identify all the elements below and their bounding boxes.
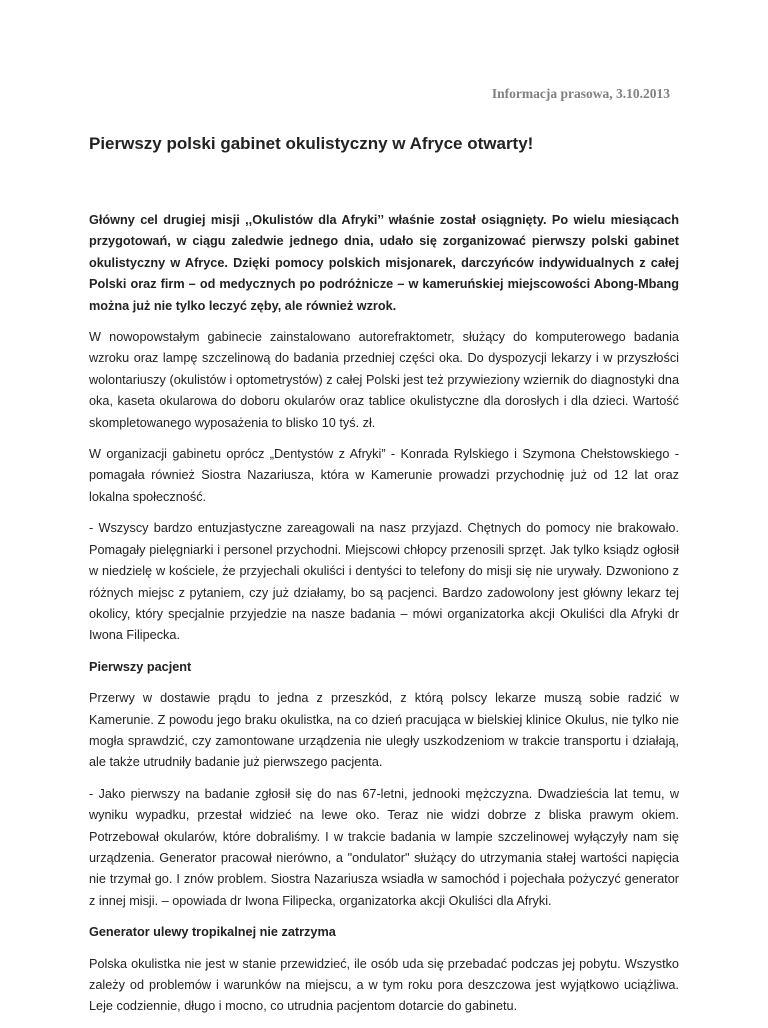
press-release-dateline: Informacja prasowa, 3.10.2013 <box>491 86 670 101</box>
article-body <box>89 210 679 1028</box>
section-heading-generator: Generator ulewy tropikalnej nie zatrzyma <box>89 925 336 940</box>
paragraph-power-outages: Przerwy w dostawie prądu to jedna z przeszkód, z którą polscy lekarze muszą sobie radzić w Kamerunie. Z powodu jego braku okulistka, na co dzień pracująca w bielskiej klinice Okulus, nie tylko nie mogła sprawdzić, czy zamontowane urządzenia nie uległy uszkodzeniom w trakcie transportu i działają, ale także utrudniły badanie już pierwszego pacjenta. <box>89 691 679 770</box>
paragraph-quote-arrival: - Wszyscy bardzo entuzjastyczne zareagowali na nasz przyjazd. Chętnych do pomocy nie brakowało. Pomagały pielęgniarki i personel przychodni. Miejscowi chłopcy przenosili sprzęt. Jak tylko ksiądz ogłosił w niedzielę w kościele, że przyjechali okuliści i dentyści to telefony do misji się nie urywały. Dzwoniono z różnych miejsc z pytaniem, czy już działamy, bo są pacjenci. Bardzo zadowolony jest główny lekarz tej okolicy, który specjalnie przyjedzie na nasze badania – mówi organizatorka akcji Okuliści dla Afryki dr Iwona Filipecka. <box>89 521 679 643</box>
article-title: Pierwszy polski gabinet okulistyczny w Afryce otwarty! <box>89 134 534 153</box>
paragraph-rainy-season: Polska okulistka nie jest w stanie przewidzieć, ile osób uda się przebadać podczas jej pobytu. Wszystko zależy od problemów i warunków na miejscu, a w tym roku pora deszczowa jest wyjątkowo uciążliwa. Leje codziennie, długo i mocno, co utrudnia pacjentom dotarcie do gabinetu. <box>89 956 679 1014</box>
paragraph-equipment: W nowopowstałym gabinecie zainstalowano autorefraktometr, służący do komputerowego badania wzroku oraz lampę szczelinową do badania przedniej części oka. Do dyspozycji lekarzy i w przyszłości wolontariuszy (okulistów i optometrystów) z całej Polski jest też przywieziony wziernik do diagnostyki dna oka, kaseta okularowa do doboru okularów oraz tablice okulistyczne dla dorosłych i dla dzieci. Wartość skompletowanego wyposażenia to blisko 10 tyś. zł. <box>89 330 679 430</box>
paragraph-quote-first-patient: - Jako pierwszy na badanie zgłosił się do nas 67-letni, jednooki mężczyzna. Dwadzieścia lat temu, w wyniku wypadku, przestał widzieć na lewe oko. Teraz nie widzi dobrze z bliska prawym okiem. Potrzebował okularów, które dobraliśmy. I w trakcie badania w lampie szczelinowej wyłączyły nam się urządzenia. Generator pracował nierówno, a "ondulator" służący do utrzymania stałej wartości napięcia nie trzymał go. I znów problem. Siostra Nazariusza wsiadła w samochód i pojechała pożyczyć generator z innej misji. – opowiada dr Iwona Filipecka, organizatorka akcji Okuliści dla Afryki. <box>89 786 679 908</box>
lead-paragraph: Główny cel drugiej misji ,,Okulistów dla Afryki’’ właśnie został osiągnięty. Po wielu miesiącach przygotowań, w ciągu zaledwie jednego dnia, udało się zorganizować pierwszy polski gabinet okulistyczny w Afryce. Dzięki pomocy polskich misjonarek, darczyńców indywidualnych z całej Polski oraz firm – od medycznych po podróżnicze – w kameruńskiej miejscowości Abong-Mbang można już nie tylko leczyć zęby, ale również wzrok. <box>89 213 679 313</box>
section-heading-first-patient: Pierwszy pacjent <box>89 659 192 674</box>
paragraph-organizers: W organizacji gabinetu oprócz „Dentystów z Afryki” - Konrada Rylskiego i Szymona Chełstowskiego - pomagała również Siostra Nazariusza, która w Kamerunie prowadzi przychodnię już od 12 lat oraz lokalna społeczność. <box>89 447 679 504</box>
